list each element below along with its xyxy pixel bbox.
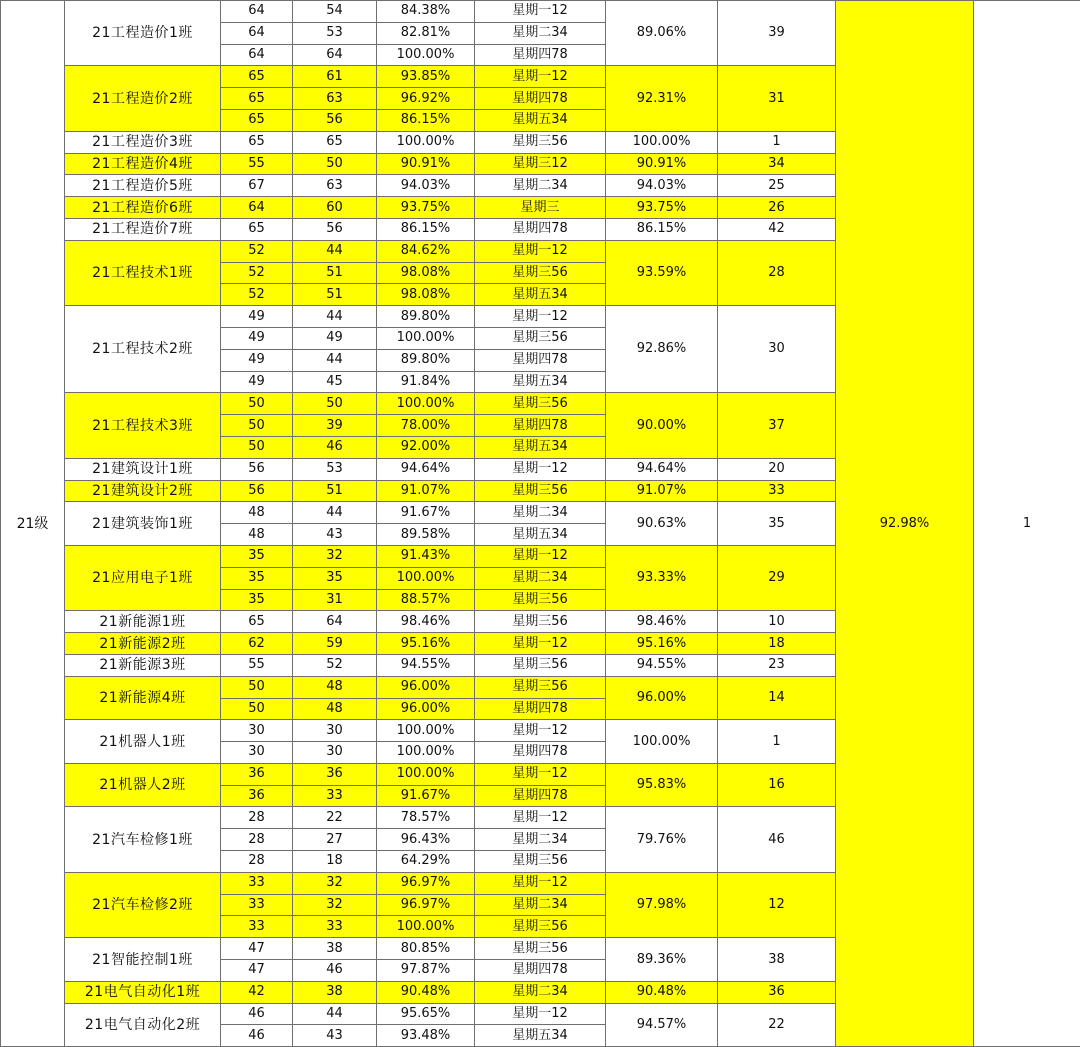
class-name-cell[interactable]: 21应用电子1班	[65, 545, 221, 610]
attended-count-cell[interactable]: 44	[293, 502, 377, 524]
attendance-rate-cell[interactable]: 78.00%	[377, 415, 475, 437]
enrolled-count-cell[interactable]: 48	[221, 524, 293, 546]
class-name-cell[interactable]: 21工程造价1班	[65, 1, 221, 66]
attended-count-cell[interactable]: 51	[293, 480, 377, 502]
attendance-rate-cell[interactable]: 100.00%	[377, 763, 475, 785]
class-name-cell[interactable]: 21工程造价5班	[65, 175, 221, 197]
attended-count-cell[interactable]: 35	[293, 567, 377, 589]
attended-count-cell[interactable]: 50	[293, 393, 377, 415]
attended-count-cell[interactable]: 50	[293, 153, 377, 175]
enrolled-count-cell[interactable]: 52	[221, 240, 293, 262]
attended-count-cell[interactable]: 45	[293, 371, 377, 393]
class-rate-cell[interactable]: 100.00%	[606, 720, 718, 764]
enrolled-count-cell[interactable]: 28	[221, 851, 293, 873]
class-rate-cell[interactable]: 92.86%	[606, 306, 718, 393]
class-name-cell[interactable]: 21工程造价7班	[65, 218, 221, 240]
attended-count-cell[interactable]: 43	[293, 524, 377, 546]
enrolled-count-cell[interactable]: 64	[221, 197, 293, 219]
class-rank-cell[interactable]: 37	[718, 393, 836, 458]
attended-count-cell[interactable]: 63	[293, 175, 377, 197]
attended-count-cell[interactable]: 27	[293, 829, 377, 851]
enrolled-count-cell[interactable]: 49	[221, 371, 293, 393]
class-name-cell[interactable]: 21工程技术1班	[65, 240, 221, 305]
attendance-rate-cell[interactable]: 94.55%	[377, 654, 475, 676]
class-rate-cell[interactable]: 93.75%	[606, 197, 718, 219]
class-rank-cell[interactable]: 46	[718, 807, 836, 872]
class-rate-cell[interactable]: 96.00%	[606, 676, 718, 720]
class-rate-cell[interactable]: 94.55%	[606, 654, 718, 676]
session-time-cell[interactable]: 星期三56	[475, 589, 606, 611]
enrolled-count-cell[interactable]: 30	[221, 742, 293, 764]
attendance-rate-cell[interactable]: 91.67%	[377, 502, 475, 524]
attended-count-cell[interactable]: 44	[293, 306, 377, 328]
class-name-cell[interactable]: 21建筑装饰1班	[65, 502, 221, 546]
class-name-cell[interactable]: 21工程造价4班	[65, 153, 221, 175]
attendance-rate-cell[interactable]: 80.85%	[377, 938, 475, 960]
enrolled-count-cell[interactable]: 33	[221, 894, 293, 916]
session-time-cell[interactable]: 星期三56	[475, 676, 606, 698]
session-time-cell[interactable]: 星期一12	[475, 1, 606, 23]
enrolled-count-cell[interactable]: 55	[221, 153, 293, 175]
attended-count-cell[interactable]: 33	[293, 785, 377, 807]
class-rate-cell[interactable]: 90.00%	[606, 393, 718, 458]
class-name-cell[interactable]: 21机器人2班	[65, 763, 221, 807]
session-time-cell[interactable]: 星期三56	[475, 131, 606, 153]
enrolled-count-cell[interactable]: 56	[221, 480, 293, 502]
attended-count-cell[interactable]: 32	[293, 872, 377, 894]
enrolled-count-cell[interactable]: 64	[221, 1, 293, 23]
session-time-cell[interactable]: 星期二34	[475, 981, 606, 1003]
attended-count-cell[interactable]: 53	[293, 22, 377, 44]
enrolled-count-cell[interactable]: 50	[221, 436, 293, 458]
attendance-rate-cell[interactable]: 89.58%	[377, 524, 475, 546]
session-time-cell[interactable]: 星期二34	[475, 175, 606, 197]
attendance-rate-cell[interactable]: 100.00%	[377, 720, 475, 742]
class-rank-cell[interactable]: 14	[718, 676, 836, 720]
class-rate-cell[interactable]: 93.59%	[606, 240, 718, 305]
session-time-cell[interactable]: 星期一12	[475, 240, 606, 262]
class-rate-cell[interactable]: 100.00%	[606, 131, 718, 153]
session-time-cell[interactable]: 星期二34	[475, 22, 606, 44]
session-time-cell[interactable]: 星期三12	[475, 153, 606, 175]
class-rank-cell[interactable]: 36	[718, 981, 836, 1003]
enrolled-count-cell[interactable]: 35	[221, 589, 293, 611]
session-time-cell[interactable]: 星期三56	[475, 938, 606, 960]
class-rank-cell[interactable]: 42	[718, 218, 836, 240]
session-time-cell[interactable]: 星期四78	[475, 698, 606, 720]
attendance-rate-cell[interactable]: 92.00%	[377, 436, 475, 458]
enrolled-count-cell[interactable]: 65	[221, 66, 293, 88]
attended-count-cell[interactable]: 30	[293, 742, 377, 764]
attendance-rate-cell[interactable]: 89.80%	[377, 349, 475, 371]
session-time-cell[interactable]: 星期三56	[475, 327, 606, 349]
attended-count-cell[interactable]: 33	[293, 916, 377, 938]
session-time-cell[interactable]: 星期四78	[475, 960, 606, 982]
session-time-cell[interactable]: 星期一12	[475, 633, 606, 655]
attended-count-cell[interactable]: 56	[293, 109, 377, 131]
attended-count-cell[interactable]: 44	[293, 349, 377, 371]
session-time-cell[interactable]: 星期四78	[475, 88, 606, 110]
class-name-cell[interactable]: 21工程造价3班	[65, 131, 221, 153]
enrolled-count-cell[interactable]: 65	[221, 131, 293, 153]
class-rank-cell[interactable]: 12	[718, 872, 836, 937]
attended-count-cell[interactable]: 59	[293, 633, 377, 655]
attendance-rate-cell[interactable]: 90.91%	[377, 153, 475, 175]
class-name-cell[interactable]: 21电气自动化1班	[65, 981, 221, 1003]
class-rank-cell[interactable]: 26	[718, 197, 836, 219]
session-time-cell[interactable]: 星期五34	[475, 524, 606, 546]
attendance-rate-cell[interactable]: 64.29%	[377, 851, 475, 873]
enrolled-count-cell[interactable]: 42	[221, 981, 293, 1003]
enrolled-count-cell[interactable]: 65	[221, 109, 293, 131]
attendance-rate-cell[interactable]: 96.97%	[377, 894, 475, 916]
attendance-rate-cell[interactable]: 98.08%	[377, 262, 475, 284]
session-time-cell[interactable]: 星期五34	[475, 371, 606, 393]
class-rank-cell[interactable]: 20	[718, 458, 836, 480]
class-rate-cell[interactable]: 92.31%	[606, 66, 718, 131]
class-name-cell[interactable]: 21建筑设计1班	[65, 458, 221, 480]
session-time-cell[interactable]: 星期三	[475, 197, 606, 219]
class-rank-cell[interactable]: 34	[718, 153, 836, 175]
attended-count-cell[interactable]: 32	[293, 545, 377, 567]
attendance-rate-cell[interactable]: 98.08%	[377, 284, 475, 306]
enrolled-count-cell[interactable]: 67	[221, 175, 293, 197]
class-name-cell[interactable]: 21新能源1班	[65, 611, 221, 633]
enrolled-count-cell[interactable]: 56	[221, 458, 293, 480]
attended-count-cell[interactable]: 64	[293, 44, 377, 66]
class-name-cell[interactable]: 21汽车检修1班	[65, 807, 221, 872]
grade-rank-cell[interactable]: 1	[974, 1, 1080, 1047]
grade-rate-cell[interactable]: 92.98%	[836, 1, 974, 1047]
attended-count-cell[interactable]: 53	[293, 458, 377, 480]
attended-count-cell[interactable]: 61	[293, 66, 377, 88]
class-rate-cell[interactable]: 95.16%	[606, 633, 718, 655]
attended-count-cell[interactable]: 49	[293, 327, 377, 349]
class-name-cell[interactable]: 21工程造价6班	[65, 197, 221, 219]
attended-count-cell[interactable]: 44	[293, 240, 377, 262]
attendance-rate-cell[interactable]: 100.00%	[377, 567, 475, 589]
enrolled-count-cell[interactable]: 64	[221, 22, 293, 44]
attended-count-cell[interactable]: 31	[293, 589, 377, 611]
attended-count-cell[interactable]: 48	[293, 698, 377, 720]
attendance-rate-cell[interactable]: 94.64%	[377, 458, 475, 480]
class-rank-cell[interactable]: 18	[718, 633, 836, 655]
class-rate-cell[interactable]: 94.64%	[606, 458, 718, 480]
attended-count-cell[interactable]: 54	[293, 1, 377, 23]
attendance-rate-cell[interactable]: 91.07%	[377, 480, 475, 502]
enrolled-count-cell[interactable]: 35	[221, 545, 293, 567]
session-time-cell[interactable]: 星期三56	[475, 262, 606, 284]
session-time-cell[interactable]: 星期五34	[475, 436, 606, 458]
enrolled-count-cell[interactable]: 28	[221, 807, 293, 829]
attendance-rate-cell[interactable]: 84.38%	[377, 1, 475, 23]
enrolled-count-cell[interactable]: 49	[221, 327, 293, 349]
enrolled-count-cell[interactable]: 33	[221, 872, 293, 894]
class-name-cell[interactable]: 21新能源3班	[65, 654, 221, 676]
enrolled-count-cell[interactable]: 35	[221, 567, 293, 589]
session-time-cell[interactable]: 星期二34	[475, 567, 606, 589]
attendance-rate-cell[interactable]: 100.00%	[377, 393, 475, 415]
class-rate-cell[interactable]: 93.33%	[606, 545, 718, 610]
class-name-cell[interactable]: 21电气自动化2班	[65, 1003, 221, 1047]
attendance-rate-cell[interactable]: 78.57%	[377, 807, 475, 829]
attendance-rate-cell[interactable]: 82.81%	[377, 22, 475, 44]
session-time-cell[interactable]: 星期四78	[475, 44, 606, 66]
enrolled-count-cell[interactable]: 52	[221, 262, 293, 284]
attended-count-cell[interactable]: 52	[293, 654, 377, 676]
attendance-rate-cell[interactable]: 97.87%	[377, 960, 475, 982]
attendance-rate-cell[interactable]: 91.67%	[377, 785, 475, 807]
attendance-rate-cell[interactable]: 100.00%	[377, 327, 475, 349]
attendance-rate-cell[interactable]: 100.00%	[377, 742, 475, 764]
enrolled-count-cell[interactable]: 62	[221, 633, 293, 655]
class-name-cell[interactable]: 21机器人1班	[65, 720, 221, 764]
enrolled-count-cell[interactable]: 55	[221, 654, 293, 676]
attendance-rate-cell[interactable]: 86.15%	[377, 109, 475, 131]
attended-count-cell[interactable]: 64	[293, 611, 377, 633]
attended-count-cell[interactable]: 18	[293, 851, 377, 873]
session-time-cell[interactable]: 星期一12	[475, 763, 606, 785]
table-row	[1, 1, 1080, 23]
attended-count-cell[interactable]: 32	[293, 894, 377, 916]
class-rank-cell[interactable]: 31	[718, 66, 836, 131]
enrolled-count-cell[interactable]: 64	[221, 44, 293, 66]
class-rate-cell[interactable]: 79.76%	[606, 807, 718, 872]
attended-count-cell[interactable]: 46	[293, 960, 377, 982]
class-name-cell[interactable]: 21新能源4班	[65, 676, 221, 720]
attendance-rate-cell[interactable]: 91.84%	[377, 371, 475, 393]
class-rank-cell[interactable]: 25	[718, 175, 836, 197]
class-rate-cell[interactable]: 90.91%	[606, 153, 718, 175]
class-rank-cell[interactable]: 30	[718, 306, 836, 393]
class-name-cell[interactable]: 21工程技术3班	[65, 393, 221, 458]
attendance-rate-cell[interactable]: 88.57%	[377, 589, 475, 611]
class-rate-cell[interactable]: 90.63%	[606, 502, 718, 546]
enrolled-count-cell[interactable]: 49	[221, 349, 293, 371]
enrolled-count-cell[interactable]: 65	[221, 218, 293, 240]
attendance-rate-cell[interactable]: 100.00%	[377, 916, 475, 938]
class-name-cell[interactable]: 21智能控制1班	[65, 938, 221, 982]
attendance-rate-cell[interactable]: 84.62%	[377, 240, 475, 262]
attended-count-cell[interactable]: 48	[293, 676, 377, 698]
attended-count-cell[interactable]: 30	[293, 720, 377, 742]
class-name-cell[interactable]: 21工程造价2班	[65, 66, 221, 131]
enrolled-count-cell[interactable]: 47	[221, 960, 293, 982]
attended-count-cell[interactable]: 39	[293, 415, 377, 437]
class-rank-cell[interactable]: 1	[718, 131, 836, 153]
enrolled-count-cell[interactable]: 46	[221, 1003, 293, 1025]
attended-count-cell[interactable]: 60	[293, 197, 377, 219]
session-time-cell[interactable]: 星期一12	[475, 720, 606, 742]
class-rate-cell[interactable]: 89.06%	[606, 1, 718, 66]
class-rank-cell[interactable]: 38	[718, 938, 836, 982]
class-rank-cell[interactable]: 29	[718, 545, 836, 610]
attendance-rate-cell[interactable]: 96.43%	[377, 829, 475, 851]
enrolled-count-cell[interactable]: 52	[221, 284, 293, 306]
class-name-cell[interactable]: 21汽车检修2班	[65, 872, 221, 937]
class-rank-cell[interactable]: 35	[718, 502, 836, 546]
class-rate-cell[interactable]: 98.46%	[606, 611, 718, 633]
session-time-cell[interactable]: 星期五34	[475, 284, 606, 306]
attendance-rate-cell[interactable]: 93.75%	[377, 197, 475, 219]
session-time-cell[interactable]: 星期三56	[475, 393, 606, 415]
session-time-cell[interactable]: 星期一12	[475, 1003, 606, 1025]
class-rate-cell[interactable]: 90.48%	[606, 981, 718, 1003]
class-rank-cell[interactable]: 10	[718, 611, 836, 633]
attendance-rate-cell[interactable]: 90.48%	[377, 981, 475, 1003]
attended-count-cell[interactable]: 46	[293, 436, 377, 458]
enrolled-count-cell[interactable]: 50	[221, 676, 293, 698]
enrolled-count-cell[interactable]: 48	[221, 502, 293, 524]
attendance-rate-cell[interactable]: 93.85%	[377, 66, 475, 88]
enrolled-count-cell[interactable]: 49	[221, 306, 293, 328]
grade-cell[interactable]: 21级	[1, 1, 65, 1047]
enrolled-count-cell[interactable]: 50	[221, 415, 293, 437]
class-rate-cell[interactable]: 94.57%	[606, 1003, 718, 1047]
enrolled-count-cell[interactable]: 33	[221, 916, 293, 938]
enrolled-count-cell[interactable]: 65	[221, 88, 293, 110]
attendance-rate-cell[interactable]: 95.65%	[377, 1003, 475, 1025]
session-time-cell[interactable]: 星期四78	[475, 785, 606, 807]
session-time-cell[interactable]: 星期一12	[475, 66, 606, 88]
session-time-cell[interactable]: 星期三56	[475, 916, 606, 938]
attendance-rate-cell[interactable]: 96.00%	[377, 698, 475, 720]
session-time-cell[interactable]: 星期一12	[475, 306, 606, 328]
class-name-cell[interactable]: 21建筑设计2班	[65, 480, 221, 502]
attendance-rate-cell[interactable]: 89.80%	[377, 306, 475, 328]
enrolled-count-cell[interactable]: 47	[221, 938, 293, 960]
attended-count-cell[interactable]: 51	[293, 262, 377, 284]
session-time-cell[interactable]: 星期二34	[475, 502, 606, 524]
attendance-rate-cell[interactable]: 100.00%	[377, 131, 475, 153]
attendance-rate-cell[interactable]: 96.97%	[377, 872, 475, 894]
session-time-cell[interactable]: 星期一12	[475, 458, 606, 480]
attendance-rate-cell[interactable]: 86.15%	[377, 218, 475, 240]
attended-count-cell[interactable]: 22	[293, 807, 377, 829]
attendance-rate-cell[interactable]: 96.00%	[377, 676, 475, 698]
session-time-cell[interactable]: 星期三56	[475, 851, 606, 873]
attendance-rate-cell[interactable]: 98.46%	[377, 611, 475, 633]
attendance-rate-cell[interactable]: 100.00%	[377, 44, 475, 66]
class-rank-cell[interactable]: 1	[718, 720, 836, 764]
class-rank-cell[interactable]: 33	[718, 480, 836, 502]
class-rank-cell[interactable]: 16	[718, 763, 836, 807]
attendance-rate-cell[interactable]: 95.16%	[377, 633, 475, 655]
class-rank-cell[interactable]: 39	[718, 1, 836, 66]
attended-count-cell[interactable]: 51	[293, 284, 377, 306]
session-time-cell[interactable]: 星期四78	[475, 415, 606, 437]
session-time-cell[interactable]: 星期一12	[475, 545, 606, 567]
attended-count-cell[interactable]: 56	[293, 218, 377, 240]
attended-count-cell[interactable]: 38	[293, 938, 377, 960]
enrolled-count-cell[interactable]: 50	[221, 698, 293, 720]
attended-count-cell[interactable]: 43	[293, 1025, 377, 1047]
session-time-cell[interactable]: 星期一12	[475, 872, 606, 894]
session-time-cell[interactable]: 星期三56	[475, 611, 606, 633]
attended-count-cell[interactable]: 63	[293, 88, 377, 110]
session-time-cell[interactable]: 星期三56	[475, 654, 606, 676]
class-rate-cell[interactable]: 86.15%	[606, 218, 718, 240]
attended-count-cell[interactable]: 65	[293, 131, 377, 153]
class-rate-cell[interactable]: 89.36%	[606, 938, 718, 982]
class-rank-cell[interactable]: 23	[718, 654, 836, 676]
session-time-cell[interactable]: 星期二34	[475, 829, 606, 851]
session-time-cell[interactable]: 星期五34	[475, 109, 606, 131]
session-time-cell[interactable]: 星期四78	[475, 218, 606, 240]
class-rate-cell[interactable]: 97.98%	[606, 872, 718, 937]
session-time-cell[interactable]: 星期二34	[475, 894, 606, 916]
sheet-body	[1, 1, 1080, 1047]
attended-count-cell[interactable]: 44	[293, 1003, 377, 1025]
attendance-rate-cell[interactable]: 94.03%	[377, 175, 475, 197]
class-rate-cell[interactable]: 91.07%	[606, 480, 718, 502]
attendance-rate-cell[interactable]: 93.48%	[377, 1025, 475, 1047]
attendance-rate-cell[interactable]: 91.43%	[377, 545, 475, 567]
attendance-rate-cell[interactable]: 96.92%	[377, 88, 475, 110]
class-name-cell[interactable]: 21工程技术2班	[65, 306, 221, 393]
session-time-cell[interactable]: 星期四78	[475, 742, 606, 764]
enrolled-count-cell[interactable]: 65	[221, 611, 293, 633]
enrolled-count-cell[interactable]: 50	[221, 393, 293, 415]
enrolled-count-cell[interactable]: 36	[221, 785, 293, 807]
session-time-cell[interactable]: 星期一12	[475, 807, 606, 829]
class-rate-cell[interactable]: 95.83%	[606, 763, 718, 807]
attended-count-cell[interactable]: 38	[293, 981, 377, 1003]
class-name-cell[interactable]: 21新能源2班	[65, 633, 221, 655]
class-rank-cell[interactable]: 28	[718, 240, 836, 305]
attended-count-cell[interactable]: 36	[293, 763, 377, 785]
session-time-cell[interactable]: 星期五34	[475, 1025, 606, 1047]
session-time-cell[interactable]: 星期四78	[475, 349, 606, 371]
enrolled-count-cell[interactable]: 36	[221, 763, 293, 785]
enrolled-count-cell[interactable]: 30	[221, 720, 293, 742]
enrolled-count-cell[interactable]: 28	[221, 829, 293, 851]
enrolled-count-cell[interactable]: 46	[221, 1025, 293, 1047]
session-time-cell[interactable]: 星期三56	[475, 480, 606, 502]
class-rate-cell[interactable]: 94.03%	[606, 175, 718, 197]
class-rank-cell[interactable]: 22	[718, 1003, 836, 1047]
